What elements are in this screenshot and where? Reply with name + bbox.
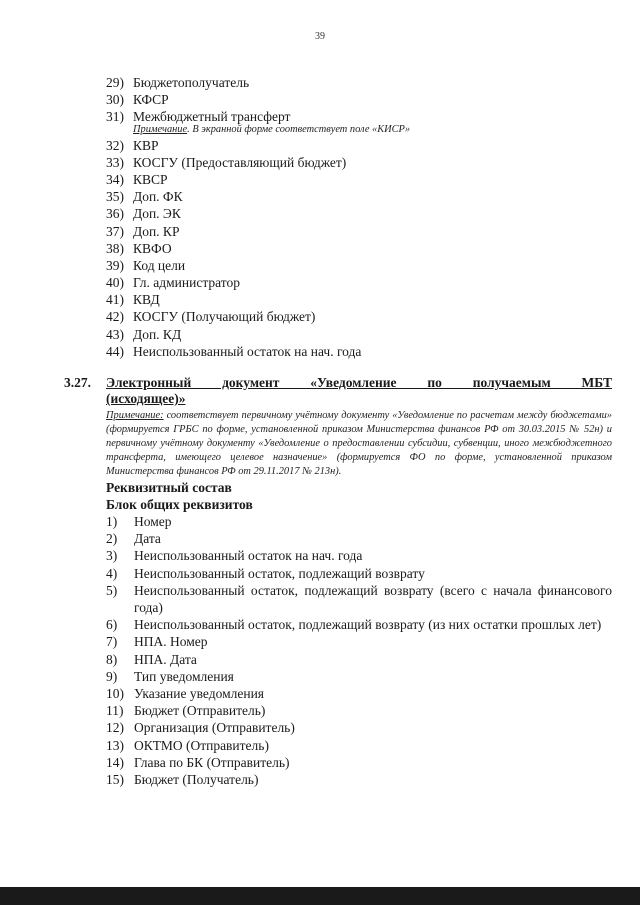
item-number: 32) — [106, 137, 124, 153]
scan-edge-strip — [0, 887, 640, 905]
list-item — [106, 343, 626, 360]
item-text: НПА. Номер — [134, 634, 208, 650]
item-text: КФСР — [133, 92, 169, 108]
item-text: Неиспользованный остаток, подлежащий возврату (всего с начала финансового года) — [134, 582, 612, 616]
item-text: Код цели — [133, 257, 186, 273]
page-number: 39 — [315, 31, 325, 42]
item-text: Доп. КД — [133, 326, 182, 342]
list-item — [106, 547, 612, 564]
item-number: 1) — [106, 514, 118, 529]
item-text: Организация (Отправитель) — [134, 720, 295, 736]
list-item — [106, 205, 626, 222]
item-text: Указание уведомления — [134, 686, 265, 702]
item-number: 35) — [106, 189, 124, 205]
item-number: 36) — [106, 206, 124, 222]
requisite-list — [106, 513, 612, 788]
item-number: 42) — [106, 309, 124, 325]
item-text: НПА. Дата — [134, 651, 197, 667]
section-heading — [64, 375, 612, 391]
list-item — [106, 154, 626, 171]
item-number: 6) — [106, 617, 118, 633]
item-number: 37) — [106, 223, 124, 239]
list-item — [106, 257, 626, 274]
note-label: Примечание: — [106, 410, 164, 421]
item-text: Бюджет (Получатель) — [134, 772, 259, 788]
item-text: Дата — [134, 531, 161, 547]
list-item — [106, 188, 626, 205]
item-text: Неиспользованный остаток на нач. года — [133, 343, 362, 359]
list-item — [106, 240, 626, 257]
item-number: 30) — [106, 92, 124, 108]
item-text: КВР — [133, 137, 159, 153]
list-item — [106, 719, 612, 736]
list-item — [106, 582, 612, 616]
item-text: Тип уведомления — [134, 668, 234, 684]
list-item — [106, 737, 612, 754]
block-heading: Блок общих реквизитов — [106, 497, 253, 512]
item-text: Неиспользованный остаток на нач. года — [134, 548, 363, 564]
list-item — [106, 74, 626, 91]
item-number: 11) — [106, 703, 124, 719]
item-number: 31) — [106, 109, 124, 125]
item-text: КОСГУ (Предоставляющий бюджет) — [133, 154, 347, 170]
item-text: Бюджет (Отправитель) — [134, 703, 266, 719]
item-number: 43) — [106, 326, 124, 342]
section-title-line1: Электронный документ «Уведомление по получаемым МБТ — [106, 375, 612, 390]
list-item — [106, 771, 612, 788]
item-text: Номер — [134, 514, 172, 529]
item-number: 3) — [106, 548, 118, 564]
item-text: КВФО — [133, 240, 172, 256]
item-text: Неиспользованный остаток, подлежащий возврату — [134, 565, 425, 581]
item-text: Доп. КР — [133, 223, 180, 239]
item-number: 44) — [106, 343, 124, 359]
rekv-heading: Реквизитный состав — [106, 480, 232, 495]
item-number: 40) — [106, 275, 124, 291]
list-item — [106, 91, 626, 108]
item-text: Доп. ЭК — [133, 206, 181, 222]
item-number: 29) — [106, 75, 124, 90]
note-label: Примечание — [133, 123, 188, 135]
item-number: 5) — [106, 582, 118, 598]
item-number: 33) — [106, 154, 124, 170]
list-item — [106, 616, 612, 633]
list-item — [106, 668, 612, 685]
item-number: 4) — [106, 565, 118, 581]
list-item — [106, 651, 612, 668]
list-item — [106, 565, 612, 582]
item-number: 12) — [106, 720, 124, 736]
item-text: КВСР — [133, 171, 168, 187]
list-item — [106, 308, 626, 325]
list-item — [106, 223, 626, 240]
item-number: 10) — [106, 686, 124, 702]
list-item — [106, 633, 612, 650]
item-number: 9) — [106, 668, 118, 684]
section-title-line2: (исходящее)» — [106, 391, 186, 406]
list-item — [106, 326, 626, 343]
item-text: Доп. ФК — [133, 189, 183, 205]
item-text: ОКТМО (Отправитель) — [134, 737, 269, 753]
item-text: КОСГУ (Получающий бюджет) — [133, 309, 316, 325]
top-requisite-list — [106, 74, 626, 360]
item-text: КВД — [133, 292, 160, 308]
item-number: 2) — [106, 531, 118, 547]
item-number: 39) — [106, 257, 124, 273]
list-item — [106, 291, 626, 308]
item-text: Бюджетополучатель — [133, 75, 250, 90]
list-item — [106, 171, 626, 188]
note-text: соответствует первичному учётному документу «Уведомление по расчетам между бюджетами» (формируется ГРБС по форме, установленной приказом Министерства финансов РФ от 30.03.2015 № 52н) и первичному учётному документу «Уведомление о предоставлении субсидии, субвенции, иного межбюджетного трансферта, имеющего целевое назначение» (формируется ФО по форме, установленной приказом Министерства финансов РФ от 29.11.2017 № 213н). — [106, 410, 612, 477]
item-number: 8) — [106, 651, 118, 667]
item-number: 14) — [106, 754, 124, 770]
item-number: 13) — [106, 737, 124, 753]
section-note — [106, 409, 612, 479]
list-item — [106, 513, 612, 530]
section-3-27 — [64, 375, 612, 788]
list-item — [106, 702, 612, 719]
item-number: 15) — [106, 772, 124, 788]
note-text: . В экранной форме соответствует поле «КИСР» — [187, 123, 411, 135]
item-number: 38) — [106, 240, 124, 256]
item-text: Межбюджетный трансферт — [133, 109, 291, 125]
list-item — [106, 530, 612, 547]
item-number: 41) — [106, 292, 124, 308]
list-item — [106, 274, 626, 291]
item-text: Неиспользованный остаток, подлежащий возврату (из них остатки прошлых лет) — [134, 617, 602, 633]
list-item — [106, 754, 612, 771]
item-number: 34) — [106, 171, 124, 187]
item-text: Глава по БК (Отправитель) — [134, 754, 290, 770]
item-number: 7) — [106, 634, 118, 650]
item-text: Гл. администратор — [133, 275, 241, 291]
list-item — [106, 685, 612, 702]
item-31-note — [133, 124, 626, 136]
section-number: 3.27. — [64, 375, 91, 390]
list-item — [106, 137, 626, 154]
